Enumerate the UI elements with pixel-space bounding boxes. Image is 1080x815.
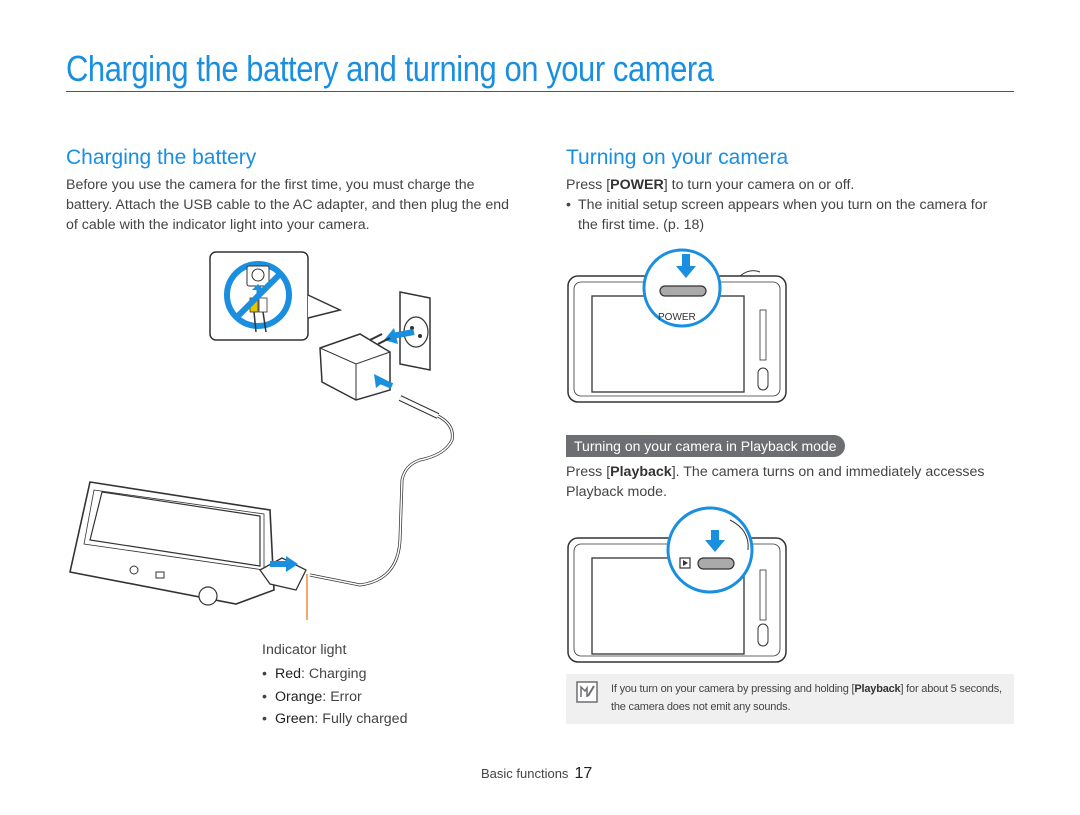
indicator-state: Error bbox=[330, 688, 362, 705]
playback-key: Playback bbox=[610, 464, 672, 480]
indicator-color: Red bbox=[274, 666, 301, 682]
indicator-color: Orange bbox=[274, 688, 323, 705]
power-key: POWER bbox=[610, 177, 664, 193]
camera-back-power-illustration bbox=[560, 246, 800, 406]
indicator-light-label: Indicator light bbox=[262, 642, 347, 658]
playback-instruction: Press [Playback]. The camera turns on and immediately accesses Playback mode. bbox=[566, 464, 985, 500]
section-heading-turning-on: Turning on your camera bbox=[566, 146, 789, 169]
page-title: Charging the battery and turning on your camera bbox=[66, 48, 714, 89]
indicator-state: Fully charged bbox=[322, 711, 408, 727]
note-icon bbox=[576, 681, 598, 703]
indicator-color: Green bbox=[274, 711, 315, 727]
charging-paragraph: Before you use the camera for the first time, you must charge the battery. Attach the USB cable to the AC adapter, and then plug the end of cable with the indicator light into your camera. bbox=[66, 177, 510, 233]
section-heading-charging: Charging the battery bbox=[66, 146, 257, 169]
no-outlet-callout bbox=[210, 252, 340, 340]
playback-mode-heading: Turning on your camera in Playback mode bbox=[566, 435, 845, 457]
indicator-list bbox=[262, 663, 407, 731]
indicator-state: Charging bbox=[308, 666, 367, 682]
charging-illustration bbox=[60, 240, 500, 620]
indicator-item: • Orange: Error bbox=[262, 688, 362, 705]
ac-adapter bbox=[320, 334, 390, 400]
note-text: If you turn on your camera by pressing and holding [Playback] for about 5 seconds, the camera does not emit any sounds. bbox=[611, 683, 1002, 713]
footer-section: Basic functions bbox=[481, 766, 569, 781]
setup-bullet: • The initial setup screen appears when you turn on the camera for the first time. (p. 18) bbox=[566, 197, 988, 233]
camera-side-view bbox=[70, 482, 274, 605]
power-callout-label: POWER bbox=[658, 312, 696, 323]
indicator-item: • Green: Fully charged bbox=[262, 711, 408, 727]
title-divider bbox=[66, 91, 1014, 92]
camera-back-playback-illustration bbox=[560, 500, 800, 670]
indicator-item: • Red: Charging bbox=[262, 666, 367, 682]
page-footer bbox=[481, 765, 592, 783]
power-instruction: Press [POWER] to turn your camera on or off. bbox=[566, 177, 855, 193]
page-number: 17 bbox=[574, 765, 593, 782]
note-key: Playback bbox=[854, 683, 901, 695]
